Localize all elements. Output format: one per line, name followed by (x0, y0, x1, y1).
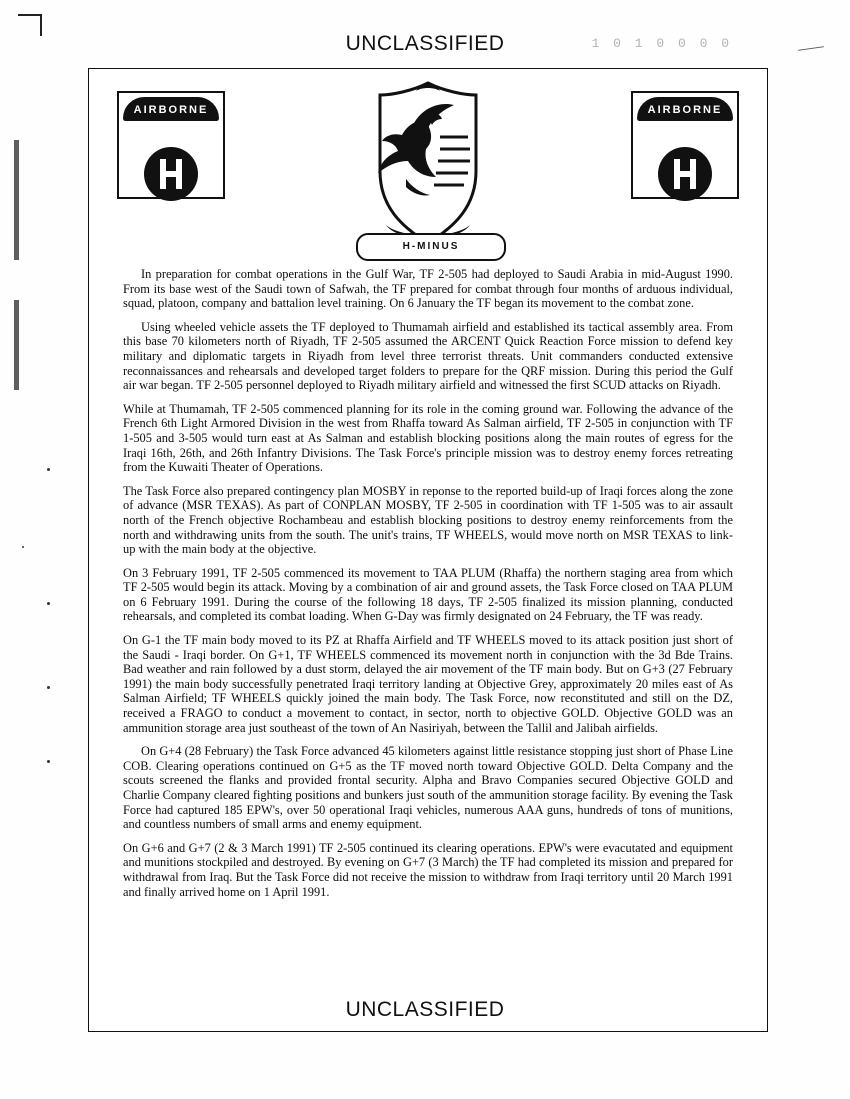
document-frame (88, 68, 768, 1032)
airborne-patch-left-icon (117, 91, 225, 199)
crest-motto-scroll: H-MINUS (356, 233, 506, 261)
double-a-glyph-right (670, 159, 700, 189)
scan-edge-smudge (14, 140, 19, 260)
body-paragraph: The Task Force also prepared contingency plan MOSBY in reponse to the reported build-up of Iraqi forces along the zone of advance (MSR TEXAS). As part of CONPLAN MOSBY, TF 2-505 in coordination with TF 1-505 was to air assault north of the French objective Rochambeau and establish blocking positions to destroy enemy reinforcements from the north and withdrawing units from the south. The unit's trains, TF WHEELS, would move north on MSR TEXAS to link-up with the main body at the objective. (123, 483, 733, 557)
airborne-patch-right-icon (631, 91, 739, 199)
double-a-circle-left-icon (144, 147, 198, 201)
document-body (123, 267, 733, 908)
airborne-tab-label-left: AIRBORNE (123, 97, 219, 121)
body-paragraph: While at Thumamah, TF 2-505 commenced planning for its role in the coming ground war. Following the advance of the French 6th Light Armored Division in the west from Rhaffa toward As Salman airfield, TF 2-505 in conjunction with TF 1-505 and 3-505 would turn east at As Salman and establish blocking positions along the main routes of egress for the Iraqi 16th, 26th, and 26th Infantry Divisions. The Task Force's principle mission was to destroy enemy forces retreating from the Kuwaiti Theater of Operations. (123, 401, 733, 475)
scan-speck (47, 760, 50, 763)
scan-speck (47, 468, 50, 471)
body-paragraph: On G-1 the TF main body moved to its PZ at Rhaffa Airfield and TF WHEELS moved to its attack position just short of the Saudi - Iraqi border. On G+1, TF WHEELS commenced its movement north in conjunction with the 3d Bde Trains. Bad weather and rain followed by a dust storm, delayed the air movement of the TF main body. But on G+3 (27 February 1991) the main body successfully penetrated Iraqi territory landing at Objective Grey, approximately 20 miles east of As Salman Airfield; TF WHEELS quickly joined the main body. The Task Force, now reconstituted and still on the DZ, received a FRAGO to conduct a movement to contact, in sector, north to objective GOLD. Objective GOLD was an ammunition storage area just southeast of the town of An Nasiriyah, between the Tallil and Jalibah airfields. (123, 633, 733, 735)
double-a-circle-right-icon (658, 147, 712, 201)
body-paragraph: In preparation for combat operations in the Gulf War, TF 2-505 had deployed to Saudi Arabia in mid-August 1990. From its base west of the Saudi town of Safwah, the TF prepared for combat through four months of arduous individual, squad, platoon, company and battalion level training. On 6 January the TF began its movement to the combat zone. (123, 267, 733, 311)
body-paragraph: On 3 February 1991, TF 2-505 commenced its movement to TAA PLUM (Rhaffa) the northern staging area from which TF 2-505 would begin its attack. Moving by a combination of air and ground assets, the Task Force closed on TAA PLUM on 6 February 1991. During the course of the following 18 days, TF 2-505 finalized its mission planning, conducted rehearsals, and completed its combat loading. When G-Day was firmly designated on 24 February, the TF was ready. (123, 565, 733, 624)
classification-banner-bottom: UNCLASSIFIED (345, 998, 505, 1021)
scan-speck (22, 546, 24, 548)
regimental-crest-icon (328, 75, 528, 265)
classification-banner-top: UNCLASSIFIED (345, 32, 505, 55)
scan-speck (47, 602, 50, 605)
scan-speck (47, 686, 50, 689)
body-paragraph: On G+6 and G+7 (2 & 3 March 1991) TF 2-505 continued its clearing operations. EPW's were evacutated and equipment and munitions stockpiled and destroyed. By evening on G+7 (3 March) the TF had completed its mission and prepared for withdrawal from Iraq. But the Task Force did not receive the mission to withdraw from Iraqi territory until 20 March 1991 and finally arrived home on 1 April 1991. (123, 840, 733, 899)
scan-faint-code: 1 0 1 0 0 0 0 (591, 36, 732, 51)
double-a-glyph-left (156, 159, 186, 189)
body-paragraph: Using wheeled vehicle assets the TF deployed to Thumamah airfield and established its tactical assembly area. From this base 70 kilometers north of Riyadh, TF 2-505 assumed the ARCENT Quick Reaction Force mission to defend key military and diplomatic targets in Riyadh from level three terrorist threats. Unit commanders conducted extensive reconnaissances and rehearsals and developed target folders to prepare for the QRF mission. During this period the Gulf air war began. TF 2-505 personnel deployed to Riyadh military airfield and witnessed the first SCUD attacks on Riyadh. (123, 319, 733, 393)
airborne-tab-label-right: AIRBORNE (637, 97, 733, 121)
body-paragraph: On G+4 (28 February) the Task Force advanced 45 kilometers against little resistance stopping just short of Phase Line COB. Clearing operations continued on G+5 as the TF moved north toward Objective GOLD. Delta Company and the scouts screened the flanks and provided frontal security. Alpha and Bravo Companies secured Objective GOLD and Charlie Company cleared fighting positions and bunkers just south of the ammunition storage facility. By evening the Task Force had captured 185 EPW's, over 50 operational Iraqi vehicles, numerous AAA guns, hundreds of tons of munitions, and countless numbers of small arms and enemy equipment. (123, 744, 733, 832)
scan-edge-smudge (14, 300, 19, 390)
